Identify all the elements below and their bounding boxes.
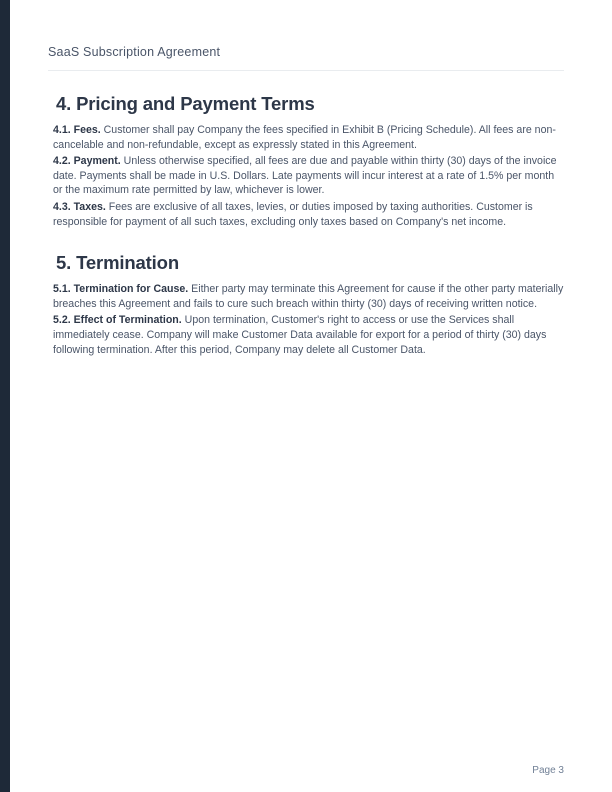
document-section xyxy=(48,251,564,357)
running-header xyxy=(48,44,564,60)
clause-paragraph xyxy=(48,282,564,311)
clause-paragraph xyxy=(48,154,564,198)
clause-label: 5.2. Effect of Termination. xyxy=(53,314,182,327)
clause-label: 4.3. Taxes. xyxy=(53,200,106,213)
clause-text: Either party may terminate this Agreement for cause if the other party materially breaches this Agreement and fails to cure such breach within thirty (30) days of receiving written notice. xyxy=(53,283,564,310)
clause-paragraph xyxy=(48,313,564,357)
clause-paragraph xyxy=(48,123,564,152)
clause-label: 5.1. Termination for Cause. xyxy=(53,283,189,296)
page-content xyxy=(48,0,564,792)
page-footer xyxy=(48,760,564,778)
clause-label: 4.2. Payment. xyxy=(53,155,121,168)
page-number: Page 3 xyxy=(532,765,564,776)
left-accent-bar xyxy=(0,0,10,792)
clause-text: Fees are exclusive of all taxes, levies, or duties imposed by taxing authorities. Customer is responsible for payment of all such taxes, excluding only taxes based on Company's net income. xyxy=(53,200,533,228)
document-body xyxy=(48,92,564,357)
clause-text: Unless otherwise specified, all fees are due and payable within thirty (30) days of the invoice date. Payments shall be made in U.S. Dollars. Late payments will incur interest at a rate of 1.5% per month or the maximum rate permitted by law, whichever is lower. xyxy=(53,155,557,197)
clause-paragraph xyxy=(48,200,564,229)
section-heading: 4. Pricing and Payment Terms xyxy=(56,93,315,114)
document-section xyxy=(48,92,564,229)
document-title: SaaS Subscription Agreement xyxy=(48,45,221,59)
clause-label: 4.1. Fees. xyxy=(53,124,101,136)
clause-text: Upon termination, Customer's right to access or use the Services shall immediately cease. Company will make Customer Data available for export for a period of thirty (30) days following termination. After this period, Company may delete all Customer Data. xyxy=(53,314,547,356)
clause-text: Customer shall pay Company the fees specified in Exhibit B (Pricing Schedule). All fees are non-cancelable and non-refundable, except as expressly stated in this Agreement. xyxy=(53,124,556,151)
section-heading: 5. Termination xyxy=(56,252,179,274)
header-divider xyxy=(48,70,564,71)
